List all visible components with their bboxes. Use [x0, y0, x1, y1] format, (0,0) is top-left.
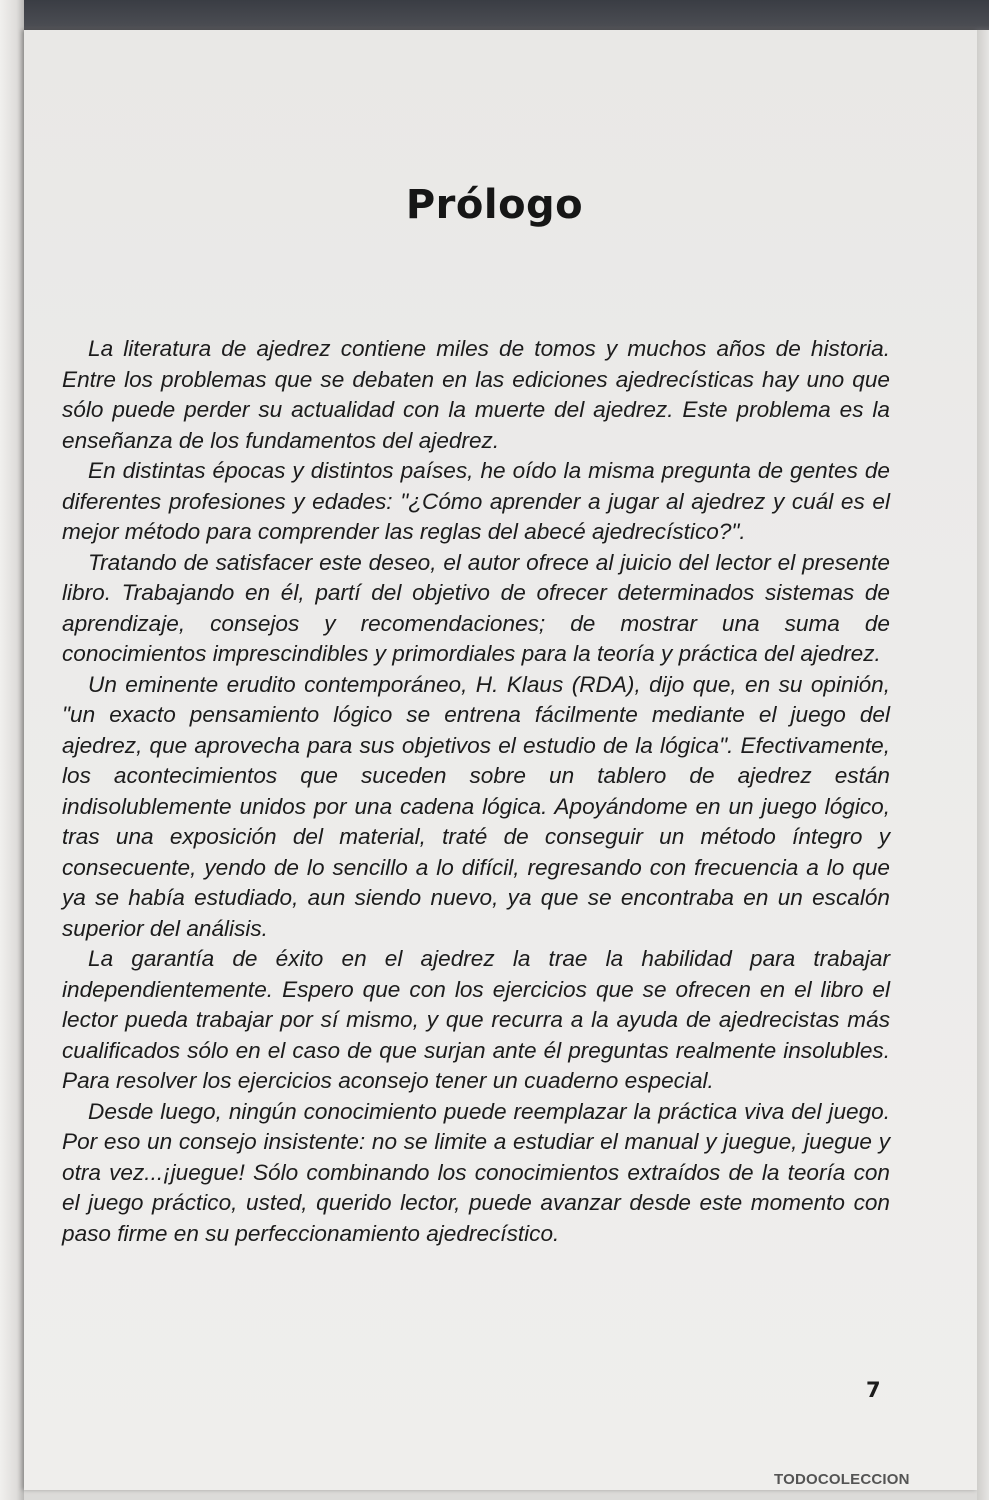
paragraph-1: La literatura de ajedrez contiene miles de tomos y muchos años de historia. Entre los problemas que se debaten en las ediciones ajedrecísticas hay uno que sólo puede perder su actualidad con la muerte del ajedrez. Este problema es la enseñanza de los fundamentos del ajedrez. — [62, 336, 890, 453]
prologue-body — [62, 334, 890, 1249]
paragraph-3: Tratando de satisfacer este deseo, el autor ofrece al juicio del lector el presente libro. Trabajando en él, partí del objetivo de ofrecer determinados sistemas de aprendizaje, consejos y recomendaciones; de mostrar una suma de conocimientos imprescindibles y primordiales para la teoría y práctica del ajedrez. — [62, 549, 890, 666]
page-edge-shadow — [977, 30, 989, 1500]
paragraph-4: Un eminente erudito contemporáneo, H. Klaus (RDA), dijo que, en su opinión, "un exacto pensamiento lógico se entrena fácilmente mediante el juego del ajedrez, que aprovecha para sus objetivos el estudio de la lógica". Efectivamente, los acontecimientos que suceden sobre un tablero de ajedrez están indisolublemente unidos por una cadena lógica. Apoyándome en un juego lógico, tras una exposición del material, traté de conseguir un método íntegro y consecuente, yendo de lo sencillo a lo difícil, regresando con frecuencia a lo que ya se había estudiado, aun siendo nuevo, ya que se encontraba en un escalón superior del análisis. — [62, 671, 890, 941]
watermark: TODOCOLECCION — [774, 1471, 910, 1488]
paragraph-6: Desde luego, ningún conocimiento puede reemplazar la práctica viva del juego. Por eso un consejo insistente: no se limite a estudiar el manual y juegue, juegue y otra vez...¡juegue! Sólo combinando los conocimientos extraídos de la teoría con el juego práctico, usted, querido lector, puede avanzar desde este momento con paso firme en su perfeccionamiento ajedrecístico. — [62, 1098, 890, 1246]
paragraph-2: En distintas épocas y distintos países, he oído la misma pregunta de gentes de diferentes profesiones y edades: "¿Cómo aprender a jugar al ajedrez y cuál es el mejor método para comprender las reglas del abecé ajedrecístico?". — [62, 458, 890, 544]
page-title: Prólogo — [405, 181, 584, 228]
paragraph-5: La garantía de éxito en el ajedrez la trae la habilidad para trabajar independientemente. Espero que con los ejercicios que se ofrecen en el libro el lector pueda trabajar por sí mismo, y que recurra a la ayuda de ajedrecistas más cualificados sólo en el caso de que surjan ante él preguntas realmente insolubles. Para resolver los ejercicios aconsejo tener un cuaderno especial. — [62, 946, 890, 1093]
page-number: 7 — [866, 1378, 881, 1402]
